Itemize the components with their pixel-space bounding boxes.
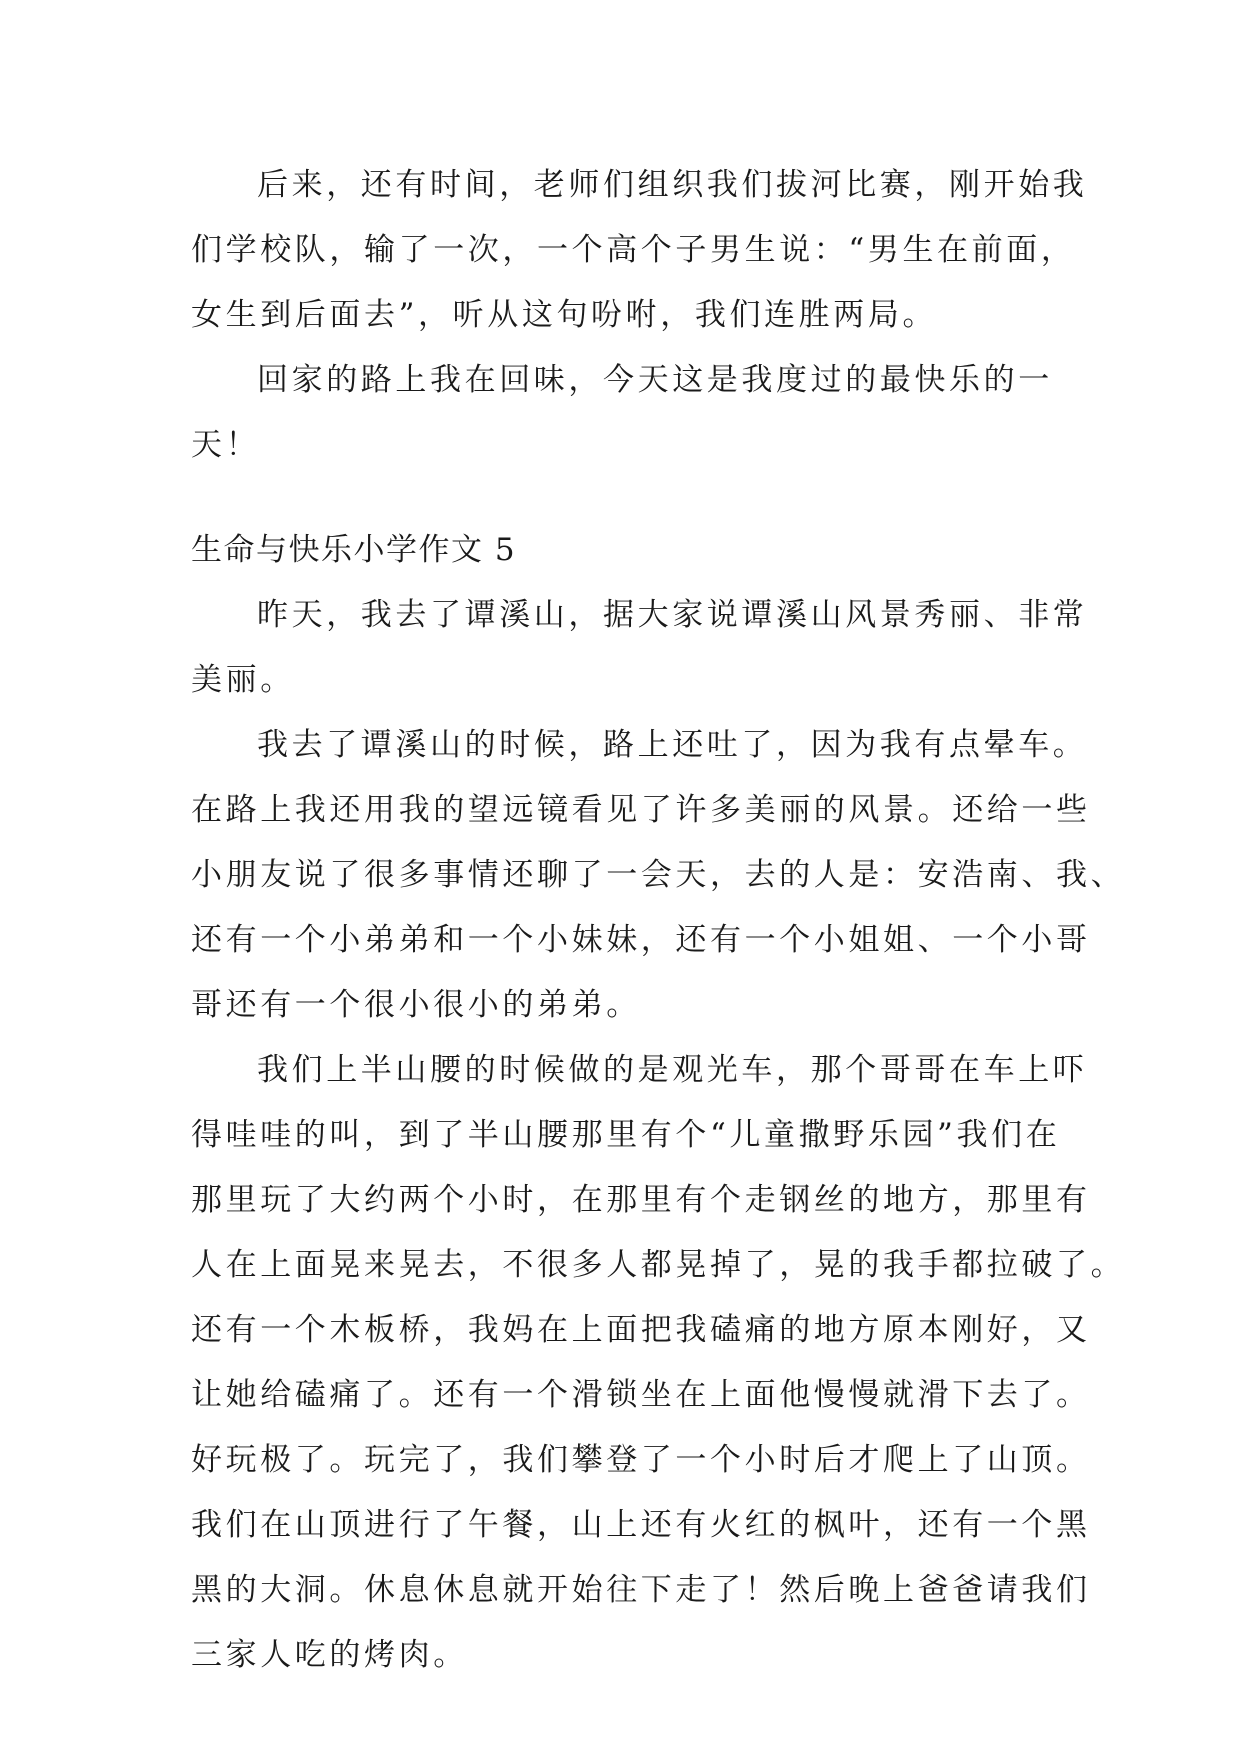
paragraph-line: 美丽。 (191, 662, 295, 698)
paragraph-line: 得哇哇的叫，到了半山腰那里有个“儿童撒野乐园”我们在 (191, 1117, 1061, 1153)
paragraph-line: 黑的大洞。休息休息就开始往下走了！然后晚上爸爸请我们 (191, 1572, 1091, 1608)
paragraph-line: 在路上我还用我的望远镜看见了许多美丽的风景。还给一些 (191, 792, 1091, 828)
paragraph-line: 还有一个小弟弟和一个小妹妹，还有一个小姐姐、一个小哥 (191, 922, 1091, 958)
paragraph-line: 昨天，我去了谭溪山，据大家说谭溪山风景秀丽、非常 (257, 597, 1088, 633)
paragraph-line: 我去了谭溪山的时候，路上还吐了，因为我有点晕车。 (257, 727, 1088, 763)
paragraph-line: 让她给磕痛了。还有一个滑锁坐在上面他慢慢就滑下去了。 (191, 1377, 1091, 1413)
paragraph-line: 女生到后面去”，听从这句吩咐，我们连胜两局。 (191, 297, 938, 333)
paragraph-line: 小朋友说了很多事情还聊了一会天，去的人是：安浩南、我、 (191, 857, 1126, 893)
paragraph-line: 哥还有一个很小很小的弟弟。 (191, 987, 641, 1023)
paragraph-line: 回家的路上我在回味，今天这是我度过的最快乐的一 (257, 362, 1053, 398)
paragraph-line: 那里玩了大约两个小时，在那里有个走钢丝的地方，那里有 (191, 1182, 1091, 1218)
paragraph-line: 还有一个木板桥，我妈在上面把我磕痛的地方原本刚好，又 (191, 1312, 1091, 1348)
paragraph-line: 后来，还有时间，老师们组织我们拔河比赛，刚开始我 (257, 167, 1088, 203)
paragraph-line: 人在上面晃来晃去，不很多人都晃掉了，晃的我手都拉破了。 (191, 1247, 1126, 1283)
paragraph-line: 三家人吃的烤肉。 (191, 1637, 468, 1673)
paragraph-line: 好玩极了。玩完了，我们攀登了一个小时后才爬上了山顶。 (191, 1442, 1091, 1478)
paragraph-line: 天！ (191, 427, 261, 463)
paragraph-line: 我们在山顶进行了午餐，山上还有火红的枫叶，还有一个黑 (191, 1507, 1091, 1543)
paragraph-line: 们学校队，输了一次，一个高个子男生说：“男生在前面， (191, 232, 1076, 268)
paragraph-line: 我们上半山腰的时候做的是观光车，那个哥哥在车上吓 (257, 1052, 1088, 1088)
section-heading: 生命与快乐小学作文 5 (191, 532, 517, 568)
